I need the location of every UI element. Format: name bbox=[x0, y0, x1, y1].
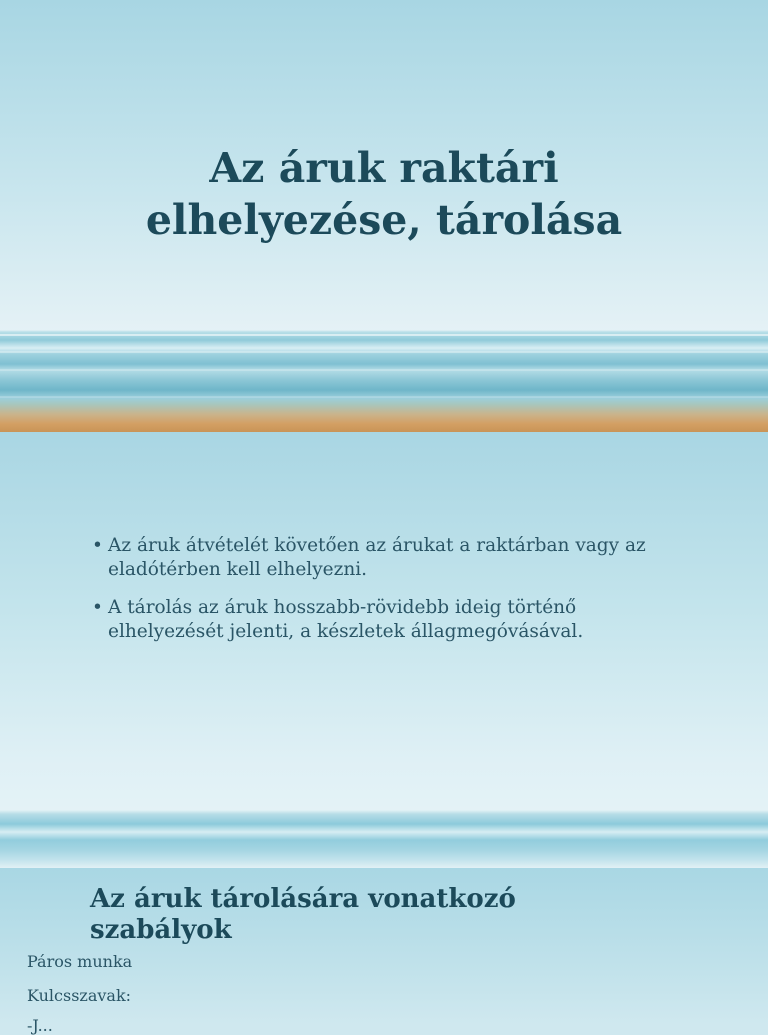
slide-rules-heading: Az áruk tárolására vonatkozó szabályok bbox=[90, 884, 516, 945]
bullet-item bbox=[92, 534, 692, 582]
slide-title bbox=[0, 0, 768, 432]
slide-content bbox=[0, 432, 768, 868]
title-line-1: Az áruk raktári bbox=[209, 144, 559, 192]
sea-band-decoration bbox=[0, 810, 768, 868]
keywords-label: Kulcsszavak: bbox=[27, 986, 132, 1005]
bullet-text: A tárolás az áruk hosszabb-rövidebb ideig történő elhelyezését jelenti, a készletek állagmegóvásával. bbox=[108, 597, 584, 642]
keyword-item: -J... bbox=[27, 1016, 53, 1035]
title-line-2: elhelyezése, tárolása bbox=[145, 196, 623, 244]
bullet-text: Az áruk átvételét követően az árukat a raktárban vagy az eladótérben kell elhelyezni. bbox=[108, 535, 646, 580]
bullet-marker: • bbox=[92, 535, 103, 556]
sea-band-decoration bbox=[0, 330, 768, 432]
slide-rules bbox=[0, 868, 768, 1035]
bullet-list bbox=[92, 534, 692, 658]
pair-work-note: Páros munka bbox=[27, 952, 133, 971]
slide-title-heading bbox=[0, 142, 768, 246]
bullet-item bbox=[92, 596, 692, 644]
bullet-marker: • bbox=[92, 597, 103, 618]
